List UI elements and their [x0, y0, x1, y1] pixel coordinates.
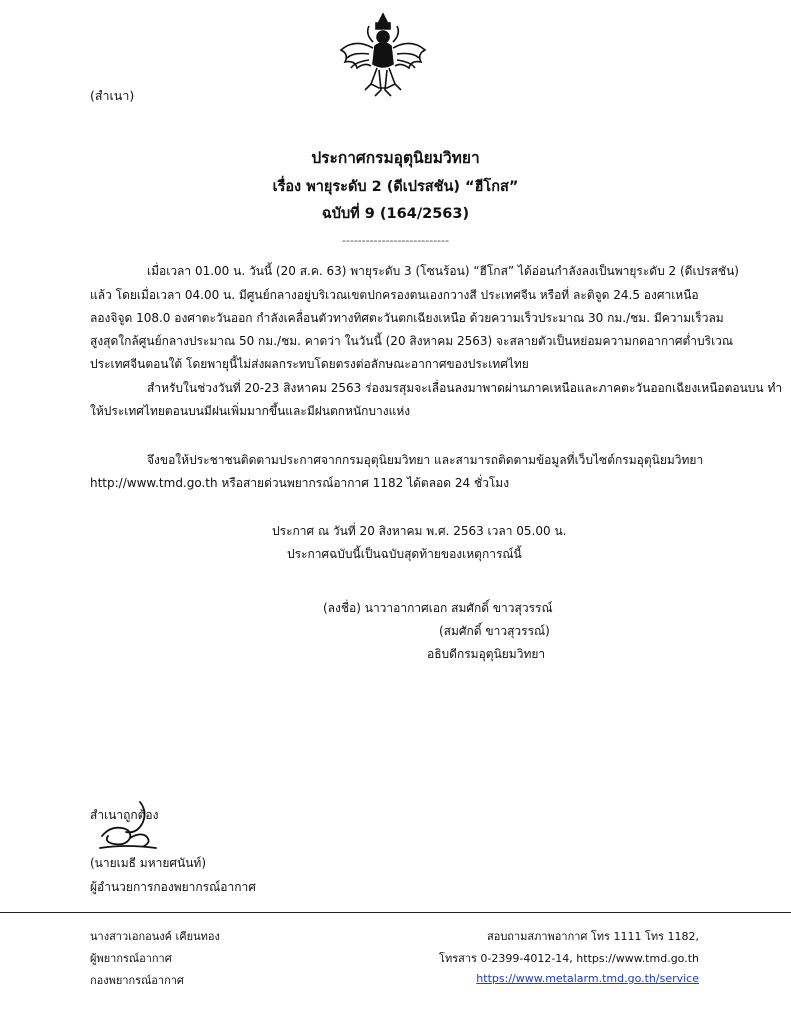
paragraph-1-line: แล้ว โดยเมื่อเวลา 04.00 น. มีศูนย์กลางอยู่บริเวณเขตปกครองตนเองกวางสี ประเทศจีน หรือที่ ละติจูด 24.5 องศาเหนือ [90, 288, 699, 302]
title-line-3: ฉบับที่ 9 (164/2563) [321, 206, 470, 222]
footer-service-link[interactable]: https://www.metalarm.tmd.go.th/service [476, 972, 699, 985]
certifier-position: ผู้อำนวยการกองพยากรณ์อากาศ [90, 880, 256, 894]
certified-label: สำเนาถูกต้อง [90, 808, 159, 822]
certifier-name: (นายเมธี มหายศนันท์) [90, 856, 207, 870]
paragraph-1-line: ประเทศจีนตอนใต้ โดยพายุนี้ไม่ส่งผลกระทบโดยตรงต่อลักษณะอากาศของประเทศไทย [90, 357, 529, 371]
handwritten-signature [96, 798, 166, 854]
footer-officer-name: นางสาวเอกอนงค์ เคียนทอง [90, 930, 220, 943]
title-line-1: ประกาศกรมอุตุนิยมวิทยา [311, 149, 480, 167]
garuda-emblem-icon [335, 10, 431, 100]
footer-officer-title: ผู้พยากรณ์อากาศ [90, 952, 172, 965]
final-note: ประกาศฉบับนี้เป็นฉบับสุดท้ายของเหตุการณ์นี้ [287, 547, 522, 561]
title-line-2: เรื่อง พายุระดับ 2 (ดีเปรสชัน) “ฮีโกส” [272, 179, 519, 195]
footer-contact-phone: สอบถามสภาพอากาศ โทร 1111 โทร 1182, [487, 930, 699, 943]
paragraph-2-line: สำหรับในช่วงวันที่ 20-23 สิงหาคม 2563 ร่องมรสุมจะเลื่อนลงมาพาดผ่านภาคเหนือและภาคตะวันออกเฉียงเหนือตอนบน ทำ [147, 381, 783, 395]
footer-divider [0, 912, 791, 913]
signatory-position: อธิบดีกรมอุตุนิยมวิทยา [427, 647, 546, 661]
paragraph-1-line: เมื่อเวลา 01.00 น. วันนี้ (20 ส.ค. 63) พายุระดับ 3 (โซนร้อน) “ฮีโกส” ได้อ่อนกำลังลงเป็นพายุระดับ 2 (ดีเปรสชัน) [147, 264, 739, 278]
paragraph-3-line: http://www.tmd.go.th หรือสายด่วนพยากรณ์อากาศ 1182 ได้ตลอด 24 ชั่วโมง [90, 476, 510, 490]
signed-line: (ลงชื่อ) นาวาอากาศเอก สมศักดิ์ ขาวสุวรรณ์ [323, 601, 553, 615]
signatory-name: (สมศักดิ์ ขาวสุวรรณ์) [439, 624, 550, 638]
announce-date: ประกาศ ณ วันที่ 20 สิงหาคม พ.ศ. 2563 เวลา 05.00 น. [272, 524, 567, 538]
paragraph-2-line: ให้ประเทศไทยตอนบนมีฝนเพิ่มมากขึ้นและมีฝนตกหนักบางแห่ง [90, 404, 411, 418]
paragraph-3-line: จึงขอให้ประชาชนติดตามประกาศจากกรมอุตุนิยมวิทยา และสามารถติดตามข้อมูลที่เว็บไซต์กรมอุตุนิยมวิทยา [147, 453, 704, 467]
paragraph-1-line: สูงสุดใกล้ศูนย์กลางประมาณ 50 กม./ชม. คาดว่า ในวันนี้ (20 สิงหาคม 2563) จะสลายตัวเป็นหย่อมความกดอากาศต่ำบริเวณ [90, 334, 734, 348]
footer-officer-division: กองพยากรณ์อากาศ [90, 974, 184, 987]
copy-mark: (สำเนา) [90, 88, 135, 103]
footer-contact-fax: โทรสาร 0-2399-4012-14, https://www.tmd.go.th [439, 952, 699, 965]
title-separator: --------------------------- [341, 234, 450, 247]
paragraph-1-line: ลองจิจูด 108.0 องศาตะวันออก กำลังเคลื่อนตัวทางทิศตะวันตกเฉียงเหนือ ด้วยความเร็วประมาณ 30 กม./ชม. มีความเร็วลม [90, 311, 724, 325]
